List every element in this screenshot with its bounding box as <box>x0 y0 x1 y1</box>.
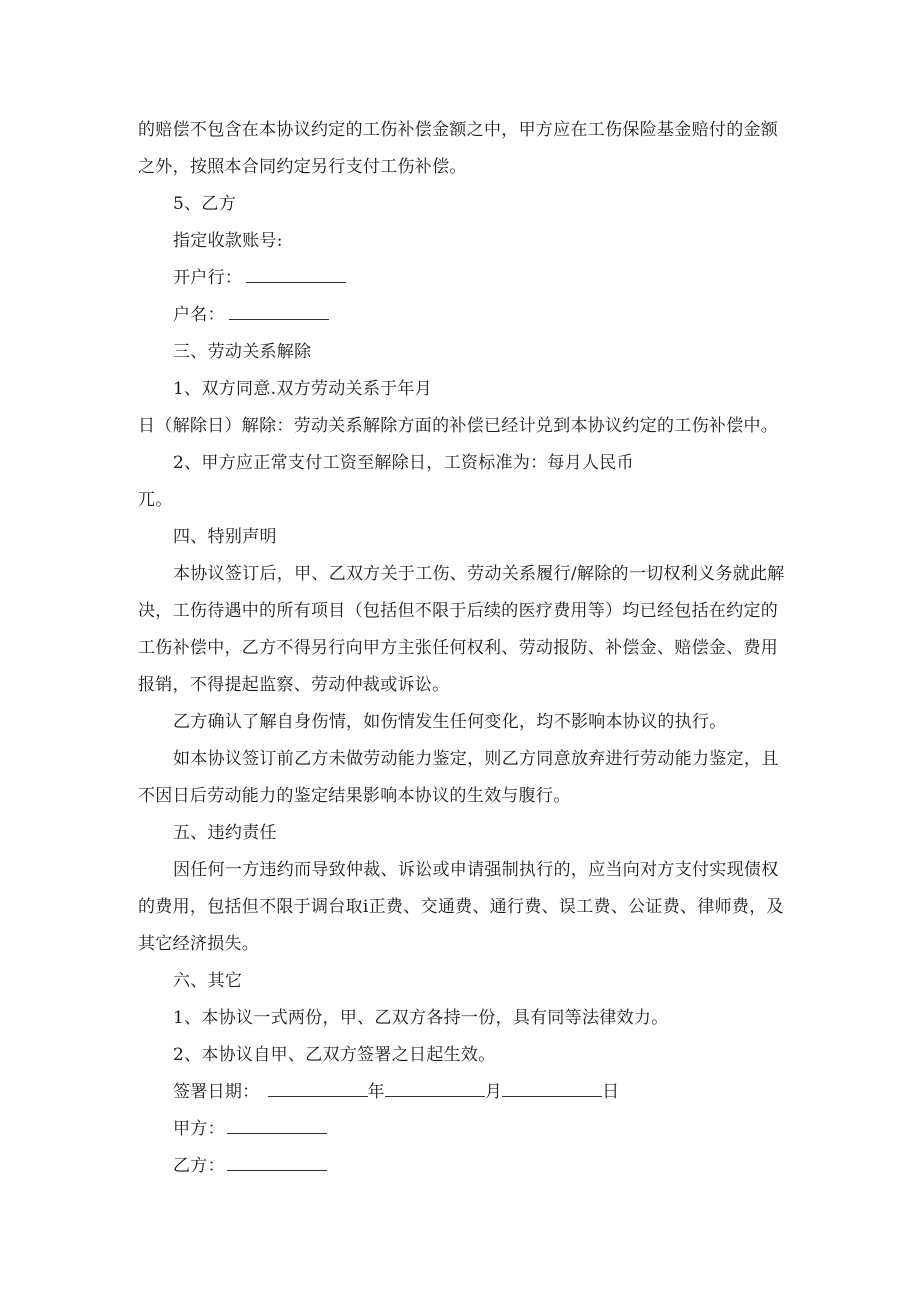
section-heading: 六、其它 <box>173 971 243 991</box>
year-label: 年 <box>367 1082 385 1102</box>
year-blank[interactable] <box>268 1080 368 1097</box>
section-item: 5、乙方 <box>173 194 237 214</box>
day-label: 日 <box>602 1082 620 1102</box>
account-name-row <box>173 303 329 327</box>
paragraph-line: 本协议签订后，甲、乙双方关于工伤、劳动关系履行/解除的一切权利义务就此解 <box>173 564 785 584</box>
paragraph-line: 2、甲方应正常支付工资至解除日，工资标准为：每月人民币 <box>173 453 634 473</box>
bank-label: 开户行： <box>173 268 243 288</box>
paragraph-line: 的赔偿不包含在本协议约定的工伤补偿金额之中，甲方应在工伤保险基金赔付的金额 <box>138 120 779 140</box>
paragraph-line: 的费用，包括但不限于调台取i正费、交通费、通行费、误工费、公证费、律师费，及 <box>138 897 784 917</box>
paragraph-line: 因任何一方违约而导致仲裁、诉讼或申请强制执行的，应当向对方支付实现债权 <box>173 860 779 880</box>
month-blank[interactable] <box>385 1080 485 1097</box>
section-heading: 五、违约责任 <box>173 823 277 843</box>
section-heading: 三、劳动关系解除 <box>173 342 312 362</box>
paragraph-line: 其它经济损失。 <box>138 934 260 954</box>
party-a-row <box>173 1117 327 1141</box>
paragraph-line: 兀。 <box>138 490 173 510</box>
paragraph-line: 日（解除日）解除：劳动关系解除方面的补偿已经计兑到本协议约定的工伤补偿中。 <box>138 416 779 436</box>
paragraph-line: 不因日后劳动能力的鉴定结果影响本协议的生效与腹行。 <box>138 786 571 806</box>
bank-row <box>173 266 346 290</box>
day-blank[interactable] <box>502 1080 602 1097</box>
party-b-blank[interactable] <box>227 1154 327 1171</box>
paragraph-line: 1、双方同意.双方劳动关系于年月 <box>173 379 433 399</box>
paragraph-line: 决，工伤待遇中的所有项目（包括但不限于后续的医疗费用等）均已经包括在约定的 <box>138 601 779 621</box>
paragraph-line: 如本协议签订前乙方未做劳动能力鉴定，则乙方同意放弃进行劳动能力鉴定，且 <box>173 749 779 769</box>
paragraph-line: 2、本协议自甲、乙双方签署之日起生效。 <box>173 1045 496 1065</box>
bank-blank[interactable] <box>246 266 346 283</box>
account-label: 指定收款账号: <box>173 231 283 251</box>
paragraph-line: 1、本协议一式两份，甲、乙双方各持一份，具有同等法律效力。 <box>173 1008 669 1028</box>
section-heading: 四、特别声明 <box>173 527 277 547</box>
party-b-label: 乙方： <box>173 1156 225 1176</box>
party-a-blank[interactable] <box>227 1117 327 1134</box>
month-label: 月 <box>484 1082 503 1102</box>
paragraph-line: 之外，按照本合同约定另行支付工伤补偿。 <box>138 157 467 177</box>
sign-date-row <box>173 1080 619 1104</box>
sign-date-label: 签署日期： <box>173 1082 260 1102</box>
paragraph-line: 工伤补偿中，乙方不得另行向甲方主张任何权利、劳动报防、补偿金、赔偿金、费用 <box>138 638 779 658</box>
party-a-label: 甲方： <box>173 1119 225 1139</box>
paragraph-line: 乙方确认了解自身伤情，如伤情发生任何变化，均不影响本协议的执行。 <box>173 712 727 732</box>
account-name-label: 户名： <box>173 305 225 325</box>
paragraph-line: 报销，不得提起监察、劳动仲裁或诉讼。 <box>138 675 450 695</box>
account-name-blank[interactable] <box>229 303 329 320</box>
party-b-row <box>173 1154 327 1178</box>
